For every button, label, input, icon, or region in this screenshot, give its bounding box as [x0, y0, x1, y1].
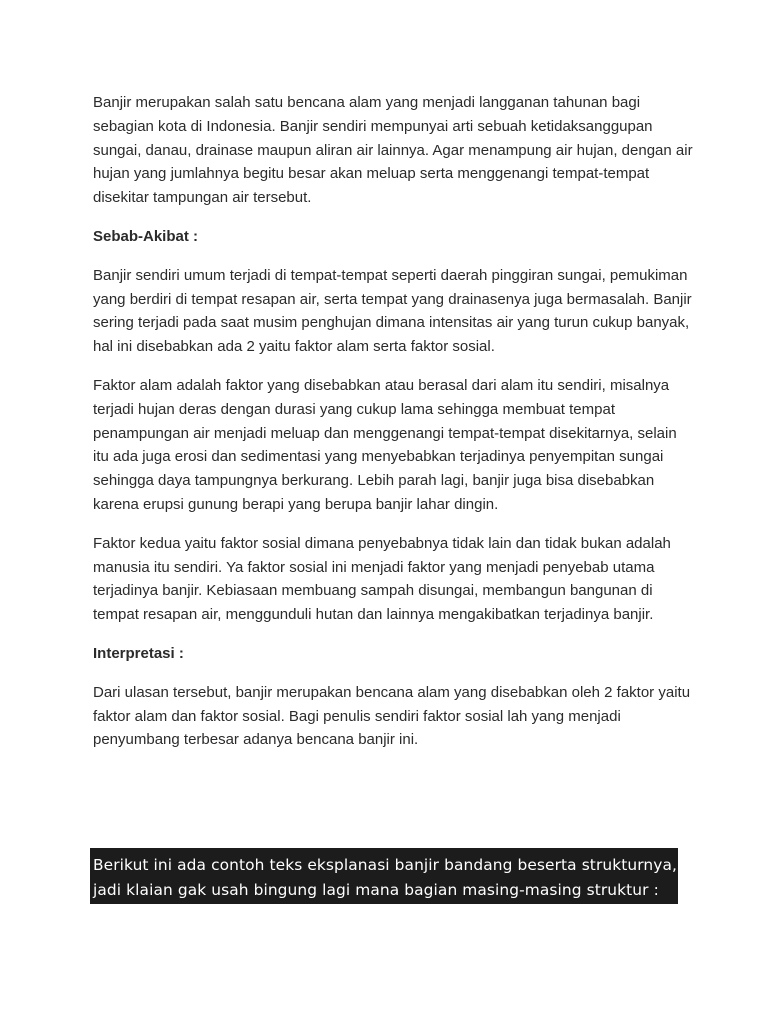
banner-line-1: Berikut ini ada contoh teks eksplanasi banjir bandang beserta strukturnya,: [93, 856, 677, 874]
paragraph-causes: Banjir sendiri umum terjadi di tempat-tempat seperti daerah pinggiran sungai, pemukiman yang berdiri di tempat resapan air, serta tempat yang drainasenya juga bermasalah. Banjir sering terjadi pada saat musim penghujan dimana intensitas air yang turun cukup banyak, hal ini disebabkan ada 2 yaitu faktor alam serta faktor sosial.: [93, 266, 692, 356]
paragraph-social-factor: Faktor kedua yaitu faktor sosial dimana penyebabnya tidak lain dan tidak bukan adalah manusia itu sendiri. Ya faktor sosial ini menjadi faktor yang menjadi penyebab utama terjadinya banjir. Kebiasaan membuang sampah disungai, membangun bangunan di tempat resapan air, menggunduli hutan dan lainnya mengakibatkan terjadinya banjir.: [93, 534, 671, 624]
example-banner: [90, 848, 678, 904]
heading-sebab-akibat: Sebab-Akibat :: [93, 227, 199, 245]
paragraph-interpretation: Dari ulasan tersebut, banjir merupakan bencana alam yang disebabkan oleh 2 faktor yaitu faktor alam dan faktor sosial. Bagi penulis sendiri faktor sosial lah yang menjadi penyumbang terbesar adanya bencana banjir ini.: [93, 683, 691, 749]
document-body: [93, 91, 693, 767]
banner-line-2: jadi klaian gak usah bingung lagi mana bagian masing-masing struktur :: [93, 881, 659, 899]
paragraph-natural-factor: Faktor alam adalah faktor yang disebabkan atau berasal dari alam itu sendiri, misalnya terjadi hujan deras dengan durasi yang cukup lama sehingga membuat tempat penampungan air menjadi meluap dan menggenangi tempat-tempat disekitarnya, selain itu ada juga erosi dan sedimentasi yang menyebabkan terjadinya penyempitan sungai sehingga daya tampungnya berkurang. Lebih parah lagi, banjir juga bisa disebabkan karena erupsi gunung berapi yang berupa banjir lahar dingin.: [93, 376, 677, 513]
paragraph-intro: Banjir merupakan salah satu bencana alam yang menjadi langganan tahunan bagi sebagian kota di Indonesia. Banjir sendiri mempunyai arti sebuah ketidaksanggupan sungai, danau, drainase maupun aliran air lainnya. Agar menampung air hujan, dengan air hujan yang jumlahnya begitu besar akan meluap serta menggenangi tempat-tempat disekitar tampungan air tersebut.: [93, 94, 693, 207]
heading-interpretasi: Interpretasi :: [93, 644, 184, 662]
